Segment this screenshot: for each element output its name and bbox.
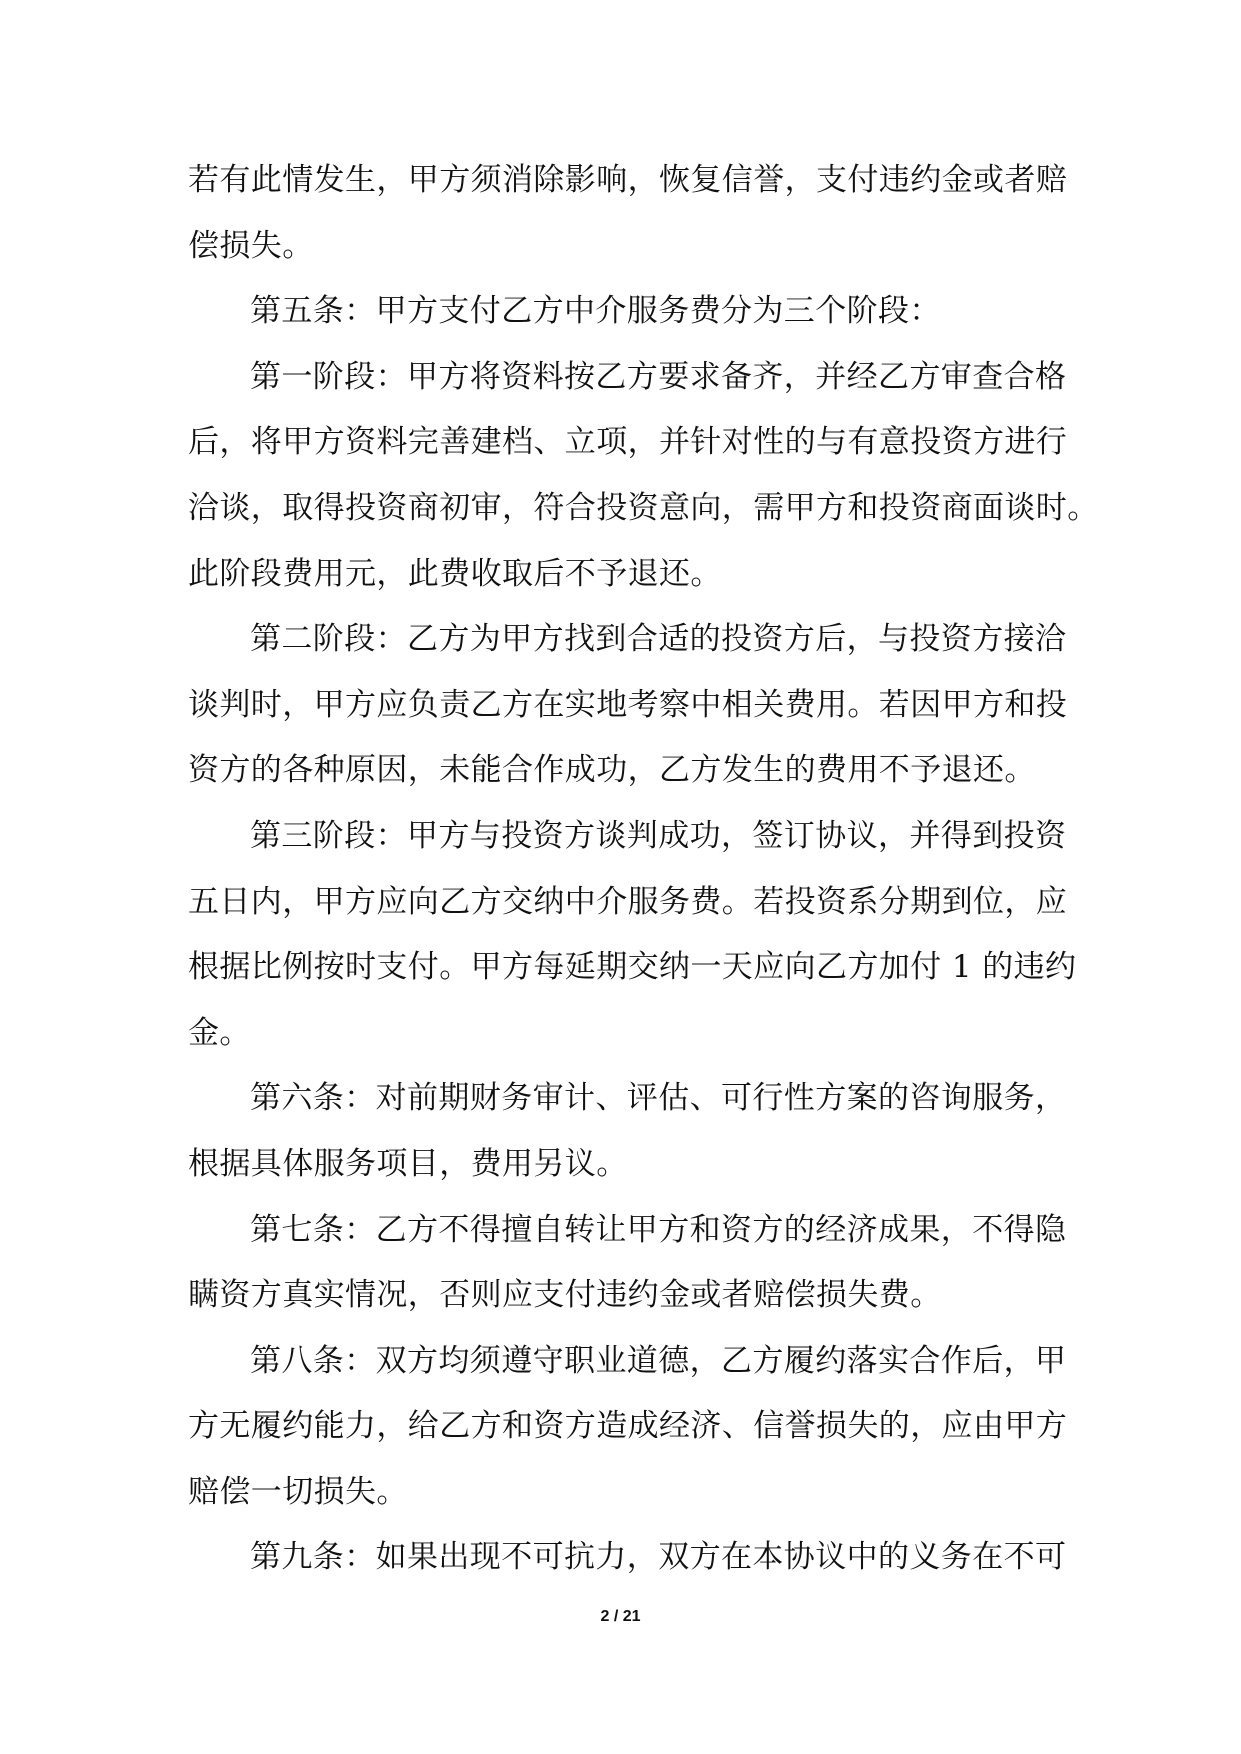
- text-line: 五日内，甲方应向乙方交纳中介服务费。若投资系分期到位，应: [188, 883, 1068, 920]
- text-line: 第五条：甲方支付乙方中介服务费分为三个阶段：: [250, 293, 941, 330]
- text-line: 第七条：乙方不得擅自转让甲方和资方的经济成果，不得隐: [250, 1211, 1067, 1248]
- document-body: [188, 148, 1099, 1591]
- text-line: 谈判时，甲方应负责乙方在实地考察中相关费用。若因甲方和投: [188, 686, 1068, 723]
- text-line: 方无履约能力，给乙方和资方造成经济、信誉损失的，应由甲方: [188, 1408, 1068, 1445]
- text-line: 根据比例按时支付。甲方每延期交纳一天应向乙方加付 1 的违约: [188, 949, 1077, 986]
- text-line: 后，将甲方资料完善建档、立项，并针对性的与有意投资方进行: [188, 424, 1068, 461]
- text-line: 偿损失。: [188, 227, 314, 264]
- page-number: 2 / 21: [600, 1608, 641, 1625]
- text-line: 资方的各种原因，未能合作成功，乙方发生的费用不予退还。: [188, 752, 1036, 789]
- text-line: 洽谈，取得投资商初审，符合投资意向，需甲方和投资商面谈时。: [188, 489, 1099, 526]
- text-line: 第六条：对前期财务审计、评估、可行性方案的咨询服务，: [250, 1080, 1067, 1117]
- text-line: 赔偿一切损失。: [188, 1473, 408, 1510]
- text-line: 第八条：双方均须遵守职业道德，乙方履约落实合作后，甲: [250, 1342, 1067, 1379]
- text-line: 第一阶段：甲方将资料按乙方要求备齐，并经乙方审查合格: [250, 358, 1067, 395]
- text-line: 第二阶段：乙方为甲方找到合适的投资方后，与投资方接洽: [250, 621, 1067, 658]
- text-line: 第九条：如果出现不可抗力，双方在本协议中的义务在不可: [250, 1539, 1067, 1576]
- text-line: 金。: [188, 1014, 251, 1051]
- text-line: 第三阶段：甲方与投资方谈判成功，签订协议，并得到投资: [250, 817, 1067, 854]
- text-line: 瞒资方真实情况，否则应支付违约金或者赔偿损失费。: [188, 1277, 942, 1314]
- text-line: 根据具体服务项目，费用另议。: [188, 1145, 628, 1182]
- text-line: 此阶段费用元，此费收取后不予退还。: [188, 555, 722, 592]
- text-line: 若有此情发生，甲方须消除影响，恢复信誉，支付违约金或者赔: [188, 162, 1068, 198]
